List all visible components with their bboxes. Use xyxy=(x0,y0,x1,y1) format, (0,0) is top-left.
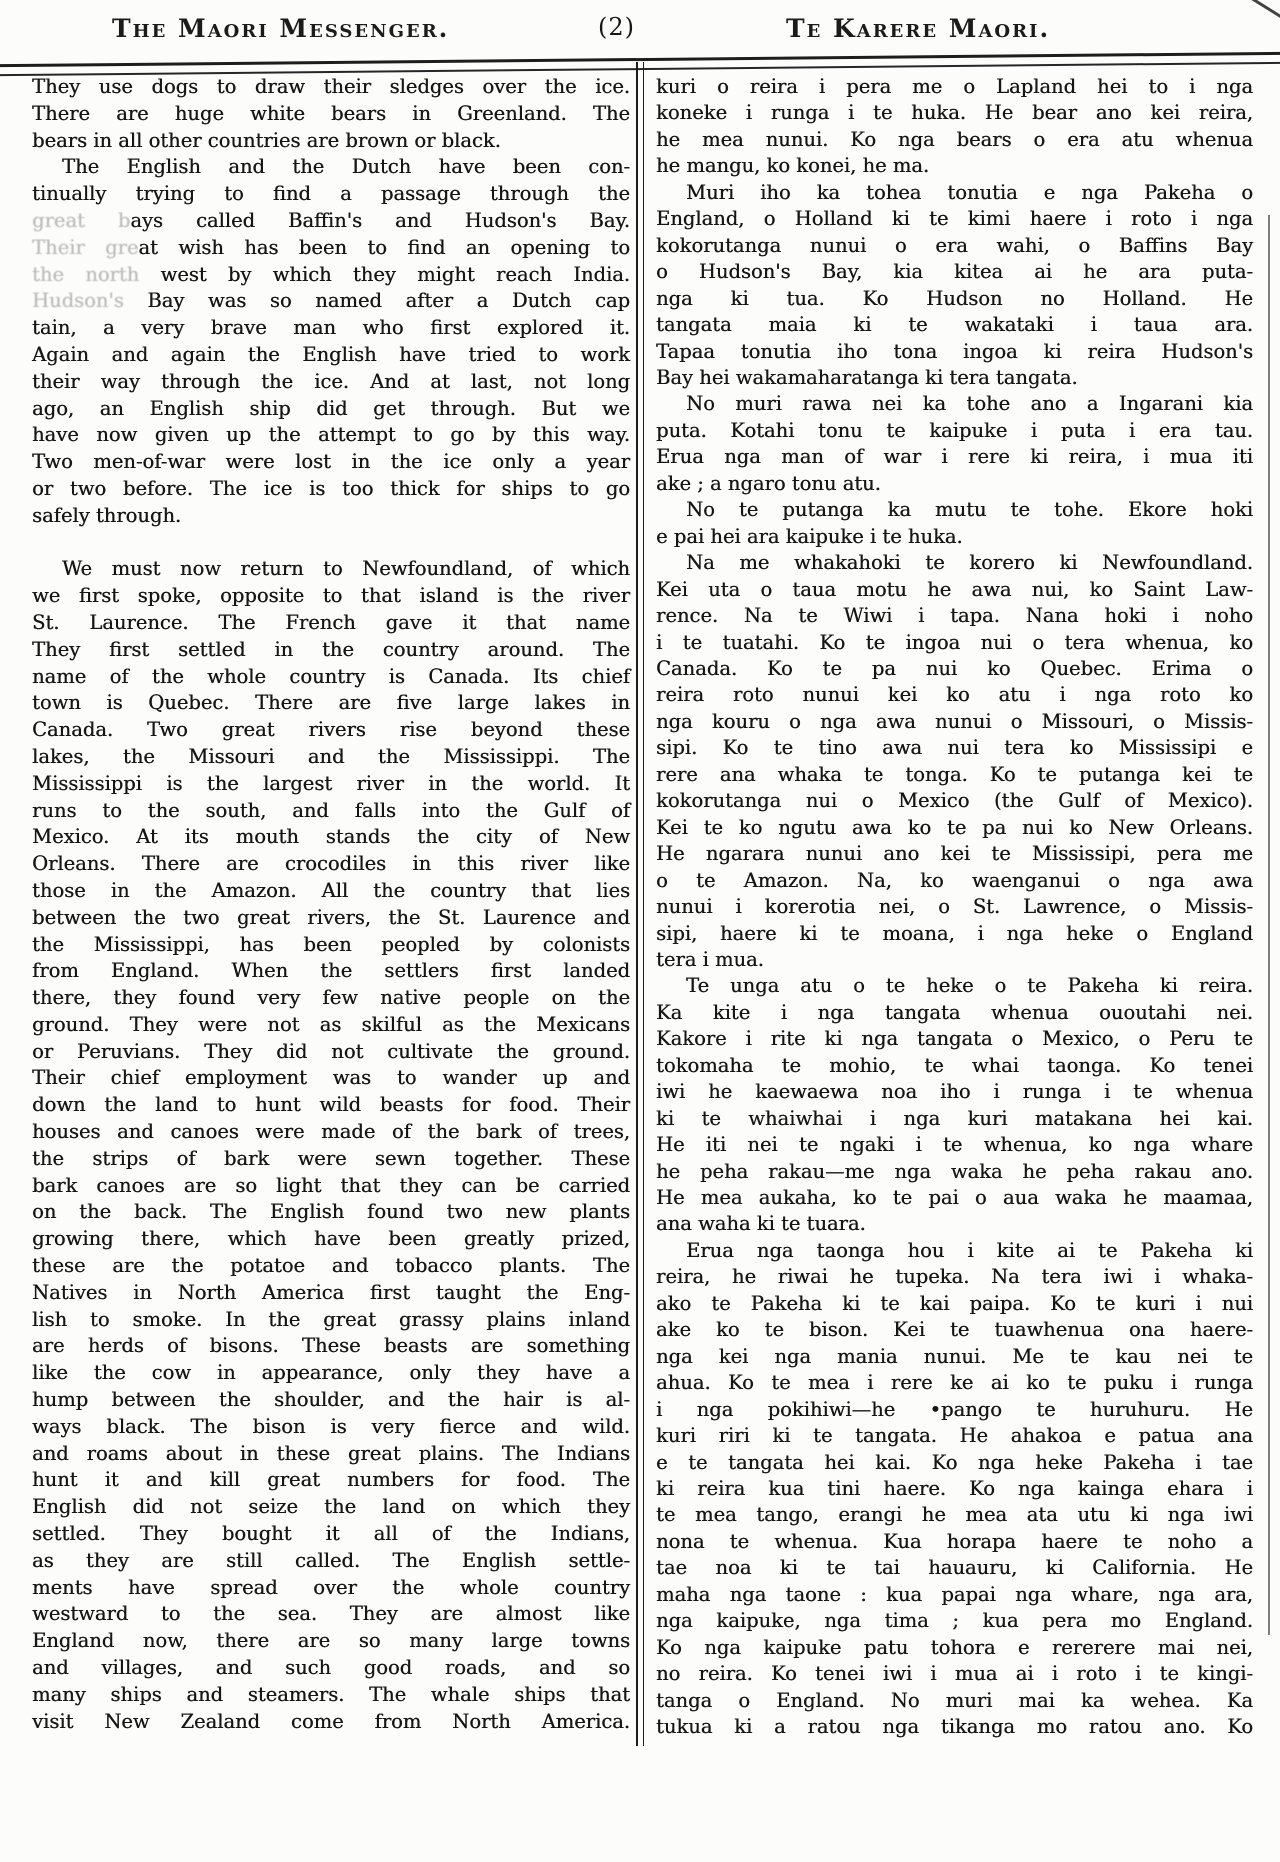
text-line: kuri riri ki te tangata. He ahakoa e patua ana xyxy=(656,1424,1253,1448)
print-text: Bay was so named after a Dutch cap xyxy=(123,289,630,313)
text-line: nga kaipuke, nga tima ; kua pera mo England. xyxy=(656,1609,1253,1633)
text-line: settled. They bought it all of the Indians, xyxy=(32,1522,630,1546)
text-line: reira, he riwai he tupeka. Na tera iwi i whaka- xyxy=(656,1265,1253,1289)
text-line: Kei uta o taua motu he awa nui, ko Saint Law- xyxy=(656,577,1253,601)
masthead-title-english: The Maori Messenger. xyxy=(112,14,450,43)
masthead-title-maori: Te Karere Maori. xyxy=(786,14,1051,43)
text-line: Na me whakahoki te korero ki Newfoundland. xyxy=(686,551,1253,575)
print-text: at wish has been to find an opening to xyxy=(138,235,630,259)
text-line: Canada. Ko te pa nui ko Quebec. Erima o xyxy=(656,656,1253,680)
faded-print-text: Their gre xyxy=(32,235,139,259)
text-line: ahua. Ko te mea i rere ke ai ko te puku i runga xyxy=(656,1371,1253,1395)
text-line: hump between the shoulder, and the hair is al- xyxy=(32,1388,630,1412)
text-line: iwi he kaewaewa noa iho i runga i te whenua xyxy=(656,1080,1253,1104)
text-line: Canada. Two great rivers rise beyond these xyxy=(32,718,630,742)
text-line: tokomaha te mohio, te whai taonga. Ko tenei xyxy=(656,1053,1253,1077)
text-line: bark canoes are so light that they can be carried xyxy=(32,1173,630,1197)
text-line: tanga o England. No muri mai ka wehea. Ka xyxy=(656,1688,1253,1712)
text-line: rere ana whaka te tonga. Ko te putanga kei te xyxy=(656,762,1253,786)
column-maori xyxy=(656,74,1253,1741)
text-line: te mea tango, erangi he mea ata utu ki nga iwi xyxy=(656,1503,1253,1527)
faded-print-text: Hudson's xyxy=(32,289,124,313)
text-line: England, o Holland ki te kimi haere i roto i nga xyxy=(656,207,1253,231)
faded-print-text: the north xyxy=(32,262,140,286)
text-line: ground. They were not as skilful as the Mexicans xyxy=(32,1012,630,1036)
text-line: are herds of bisons. These beasts are something xyxy=(32,1334,630,1358)
text-line: St. Laurence. The French gave it that name xyxy=(32,610,630,634)
text-line: No muri rawa nei ka tohe ano a Ingarani kia xyxy=(686,392,1253,416)
text-line: ki te whaiwhai i nga kuri matakana hei kai. xyxy=(656,1106,1253,1130)
text-line: visit New Zealand come from North America. xyxy=(32,1709,630,1733)
text-line: those in the Amazon. All the country that lies xyxy=(32,878,630,902)
text-line: Orleans. There are crocodiles in this river like xyxy=(32,852,630,876)
text-line: ako te Pakeha ki te kai paipa. Ko te kuri i nui xyxy=(656,1291,1253,1315)
text-line: ways black. The bison is very fierce and wild. xyxy=(32,1414,630,1438)
text-line xyxy=(32,288,630,315)
column-divider xyxy=(636,62,644,1746)
text-line: kuri o reira i pera me o Lapland hei to i nga xyxy=(656,75,1253,98)
text-line: The English and the Dutch have been con- xyxy=(62,155,630,179)
text-line: these are the potatoe and tobacco plants. The xyxy=(32,1254,630,1278)
text-line: there, they found very few native people on the xyxy=(32,986,630,1010)
text-line: safely through. xyxy=(32,503,182,527)
text-line: Erua nga man of war i rere ki reira, i mua iti xyxy=(656,445,1253,469)
text-line: They first settled in the country around. The xyxy=(32,637,630,661)
text-line: westward to the sea. They are almost like xyxy=(32,1602,630,1626)
text-line: he peha rakau—me nga waka he peha rakau ano. xyxy=(656,1159,1253,1183)
text-line: i nga pokihiwi—he •pango te huruhuru. He xyxy=(656,1397,1253,1421)
text-line: nga kei nga mania nunui. Me te kau nei te xyxy=(656,1344,1253,1368)
text-line: bears in all other countries are brown or black. xyxy=(32,128,501,152)
text-line: have now given up the attempt to go by this way. xyxy=(32,423,630,447)
text-line: ake ; a ngaro tonu atu. xyxy=(656,471,881,495)
page-number: (2) xyxy=(598,13,635,41)
text-line: lish to smoke. In the great grassy plains inland xyxy=(32,1307,630,1331)
text-line: rence. Na te Wiwi i tapa. Nana hoki i noho xyxy=(656,604,1253,628)
page-edge-artifact xyxy=(1268,215,1270,1635)
text-line: Ko nga kaipuke patu tohora e rererere mai nei, xyxy=(656,1635,1253,1659)
text-line: hunt it and kill great numbers for food. The xyxy=(32,1468,630,1492)
text-line: from England. When the settlers first landed xyxy=(32,959,630,983)
text-line: They use dogs to draw their sledges over the ice. xyxy=(32,75,630,98)
text-line: and villages, and such good roads, and so xyxy=(32,1656,630,1680)
text-line: nga ki tua. Ko Hudson no Holland. He xyxy=(656,286,1253,310)
text-line: ments have spread over the whole country xyxy=(32,1575,630,1599)
text-line: growing there, which have been greatly prized, xyxy=(32,1227,630,1251)
text-line: e te tangata hei kai. Ko nga heke Pakeha i tae xyxy=(656,1450,1253,1474)
text-line: Kei te ko ngutu awa ko te pa nui ko New Orleans. xyxy=(656,815,1253,839)
scan-corner-artifact xyxy=(1238,0,1280,22)
paragraph-gap xyxy=(32,530,630,557)
text-line xyxy=(32,262,630,289)
text-line: Kakore i rite ki nga tangata o Mexico, o Peru te xyxy=(656,1027,1253,1051)
text-line: o te Amazon. Na, ko waenganui o nga awa xyxy=(656,868,1253,892)
text-line: reira roto nunui kei ko atu i nga roto ko xyxy=(656,683,1253,707)
text-line: between the two great rivers, the St. Laurence and xyxy=(32,905,630,929)
text-line: Two men-of-war were lost in the ice only a year xyxy=(32,450,630,474)
text-line: Again and again the English have tried to work xyxy=(32,342,630,366)
text-line: tinually trying to find a passage through the xyxy=(32,182,630,206)
faded-print-text: great b xyxy=(32,208,131,232)
text-line: down the land to hunt wild beasts for food. Their xyxy=(32,1093,630,1117)
text-line: He ngarara nunui ano kei te Mississipi, pera me xyxy=(656,842,1253,866)
text-line: We must now return to Newfoundland, of which xyxy=(62,557,630,581)
text-line: sipi. Ko te tino awa nui tera ko Mississipi e xyxy=(656,736,1253,760)
text-line: many ships and steamers. The whale ships that xyxy=(32,1682,630,1706)
text-line: England now, there are so many large towns xyxy=(32,1629,630,1653)
text-line: the Mississippi, has been peopled by colonists xyxy=(32,932,630,956)
text-line: tae noa ki te tai hauauru, ki California. He xyxy=(656,1556,1253,1580)
text-line: nona te whenua. Kua horapa haere te noho a xyxy=(656,1529,1253,1553)
text-line: on the back. The English found two new plants xyxy=(32,1200,630,1224)
text-line: nga kouru o nga awa nunui o Missouri, o Missis- xyxy=(656,709,1253,733)
text-line: tangata maia ki te wakataki i taua ara. xyxy=(656,313,1253,337)
text-line: ana waha ki te tuara. xyxy=(656,1212,866,1236)
text-line: he mea nunui. Ko nga bears o era atu whenua xyxy=(656,127,1253,151)
text-line: Mexico. At its mouth stands the city of New xyxy=(32,825,630,849)
text-line: sipi, haere ki te moana, i nga heke o England xyxy=(656,921,1253,945)
text-line xyxy=(32,208,630,235)
text-line: lakes, the Missouri and the Mississippi. The xyxy=(32,744,630,768)
text-line: Ka kite i nga tangata whenua ououtahi nei. xyxy=(656,1000,1253,1024)
text-line: kokorutanga nunui o era wahi, o Baffins Bay xyxy=(656,233,1253,257)
text-line: English did not seize the land on which they xyxy=(32,1495,630,1519)
text-line: and roams about in these great plains. The Indians xyxy=(32,1441,630,1465)
text-line: He iti nei te ngaki i te whenua, ko nga whare xyxy=(656,1133,1253,1157)
text-line: we first spoke, opposite to that island is the river xyxy=(32,584,630,608)
text-line: tukua ki a ratou nga tikanga mo ratou ano. Ko xyxy=(656,1715,1253,1739)
text-line: Their chief employment was to wander up and xyxy=(32,1066,630,1090)
text-line: puta. Kotahi tonu te kaipuke i puta i era tau. xyxy=(656,418,1253,442)
text-line: maha nga taone : kua papai nga whare, nga ara, xyxy=(656,1582,1253,1606)
text-line: as they are still called. The English settle- xyxy=(32,1548,630,1572)
text-line: nunui i korerotia nei, o St. Lawrence, o Missis- xyxy=(656,895,1253,919)
text-line: Erua nga taonga hou i kite ai te Pakeha ki xyxy=(686,1238,1253,1262)
text-line: tain, a very brave man who first explored it. xyxy=(32,316,630,340)
text-line: Bay hei wakamaharatanga ki tera tangata. xyxy=(656,365,1078,389)
text-line: like the cow in appearance, only they have a xyxy=(32,1361,630,1385)
text-line: or two before. The ice is too thick for ships to go xyxy=(32,476,630,500)
text-line: he mangu, ko konei, he ma. xyxy=(656,154,930,178)
text-line: runs to the south, and falls into the Gulf of xyxy=(32,798,630,822)
text-line: name of the whole country is Canada. Its chief xyxy=(32,664,630,688)
text-line: the strips of bark were sewn together. These xyxy=(32,1146,630,1170)
text-line: Natives in North America first taught the Eng- xyxy=(32,1280,630,1304)
column-english xyxy=(32,74,630,1735)
text-line: or Peruvians. They did not cultivate the ground. xyxy=(32,1039,630,1063)
text-line: ago, an English ship did get through. But we xyxy=(32,396,630,420)
print-text: west by which they might reach India. xyxy=(139,262,630,286)
text-line: their way through the ice. And at last, not long xyxy=(32,369,630,393)
text-line: e pai hei ara kaipuke i te huka. xyxy=(656,524,963,548)
text-line: tera i mua. xyxy=(656,947,764,971)
text-line xyxy=(32,235,630,262)
text-line: koneke i runga i te huka. He bear ano kei reira, xyxy=(656,101,1253,125)
text-line: i te tuatahi. Ko te ingoa nui o tera whenua, ko xyxy=(656,630,1253,654)
text-line: kokorutanga nui o Mexico (the Gulf of Mexico). xyxy=(656,789,1253,813)
text-line: Tapaa tonutia iho tona ingoa ki reira Hudson's xyxy=(656,339,1253,363)
text-line: There are huge white bears in Greenland. The xyxy=(32,101,630,125)
text-line: Te unga atu o te heke o te Pakeha ki reira. xyxy=(686,974,1253,998)
text-line: No te putanga ka mutu te tohe. Ekore hoki xyxy=(686,498,1253,522)
print-text: ays called Baffin's and Hudson's Bay. xyxy=(130,208,630,232)
text-line: ki reira kua tini haere. Ko nga kainga ehara i xyxy=(656,1477,1253,1501)
text-line: o Hudson's Bay, kia kitea ai he ara puta- xyxy=(656,260,1253,284)
text-line: Muri iho ka tohea tonutia e nga Pakeha o xyxy=(686,180,1253,204)
text-line: ake ko te bison. Kei te tuawhenua ona haere- xyxy=(656,1318,1253,1342)
text-line: houses and canoes were made of the bark of trees, xyxy=(32,1120,630,1144)
text-line: no reira. Ko tenei iwi i mua ai i roto i te kingi- xyxy=(656,1662,1253,1686)
text-line: He mea aukaha, ko te pai o aua waka he maamaa, xyxy=(656,1186,1253,1210)
text-line: town is Quebec. There are five large lakes in xyxy=(32,691,630,715)
text-line: Mississippi is the largest river in the world. It xyxy=(32,771,630,795)
